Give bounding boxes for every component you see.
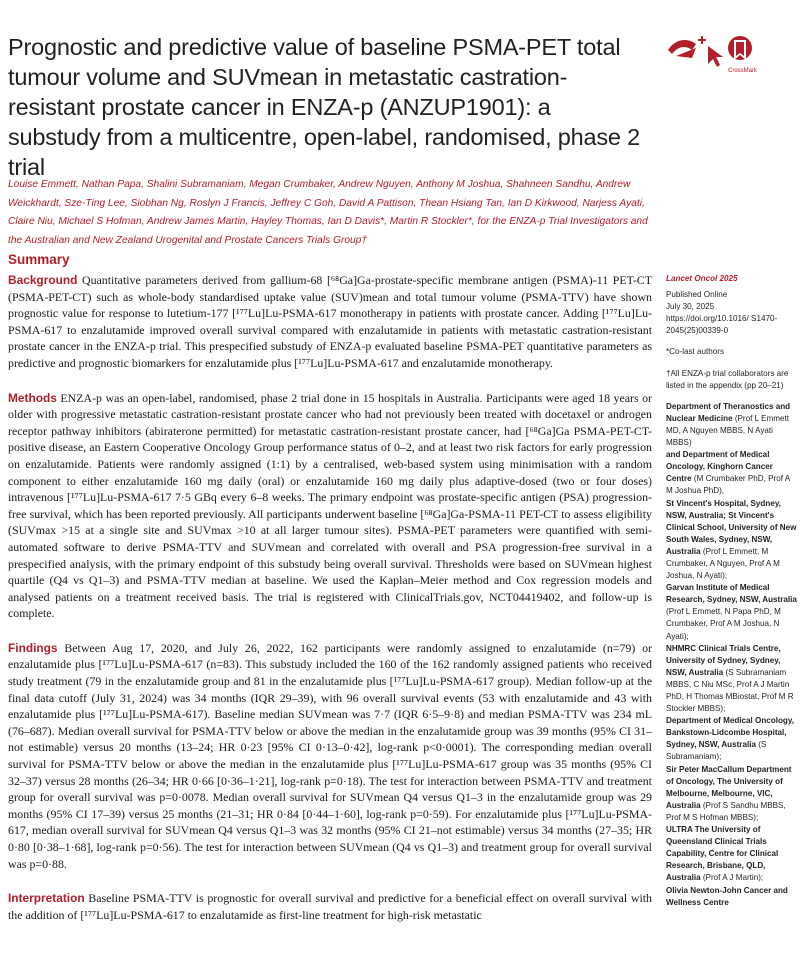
background-paragraph	[8, 272, 652, 372]
findings-text: Between Aug 17, 2020, and July 26, 2022, 162 participants were randomly assigned to enzalutamide (n=79) or enzalutamide plus [¹⁷⁷Lu]Lu-PSMA-617 (n=83). This substudy included the 160 of the 162 randomly assigned patients who received study treatment (79 in the enzalutamide group and 81 in the enzalutamide plus [¹⁷⁷Lu]Lu-PSMA-617 group). Median follow-up at the final data cutoff (July 31, 2024) was 34 months (IQR 29–39), with 96 overall survival events (53 with enzalutamide and 43 with enzalutamide plus [¹⁷⁷Lu]Lu-PSMA-617). Baseline median SUVmean was 7·7 (IQR 6·5–9·8) and median PSMA-TTV was 234 mL (76–687). Median overall survival for PSMA-TTV below or above the median in the enzalutamide group was 39 months (95% CI 31–not estimable) versus 20 months (13–24; HR 0·23 [95% CI 0·13–0·42], log-rank p<0·0001). The corresponding median overall survival for PSMA-TTV below or above the median in the enzalutamide plus [¹⁷⁷Lu]Lu-PSMA-617 group was 35 months (95% CI 32–37) versus 28 months (26–34; HR 0·66 [0·36–1·21], log-rank p=0·18). The test for interaction between PSMA-TTV and treatment group for overall survival was p=0·0078. Median overall survival for SUVmean Q4 versus Q1–3 in the enzalutamide group was 29 months (95% CI 17–39) versus 25 months (21–31; HR 0·84 [0·44–1·60], log-rank p=0·59). For enzalutamide plus [¹⁷⁷Lu]Lu-PSMA-617, median overall survival for SUVmean Q4 versus Q1–3 was 32 months (95% CI 21–not estimable) versus 34 months (27–35; HR 0·80 [0·38–1·68], log-rank p=0·56). The test for interaction between SUVmean (Q4 vs Q1–3) and treatment group for overall survival was p=0·88.	[8, 640, 652, 871]
affiliation-item: Sir Peter MacCallum Department of Oncology, The University of Melbourne, Melbourne, VIC, Australia (Prof S Sandhu MBBS, Prof M S Hofman MBBS);	[666, 764, 792, 822]
affiliation-item: Garvan Institute of Medical Research, Sydney, NSW, Australia (Prof L Emmett, N Papa PhD, M Crumbaker, Prof A M Joshua, N Ayati);	[666, 583, 797, 641]
affiliations	[666, 401, 798, 909]
affiliation-item: and Department of Medical Oncology, Kinghorn Cancer Centre (M Crumbaker PhD, Prof A M Joshua PhD),	[666, 450, 790, 496]
crossmark-logo[interactable]	[662, 30, 782, 76]
article-title: Prognostic and predictive value of baseline PSMA-PET total tumour volume and SUVmean in metastatic castration-resistant prostate cancer in ENZA-p (ANZUP1901): a substudy from a multicentre, open-label, randomised, phase 2 trial	[8, 34, 640, 180]
affiliation-item: Department of Medical Oncology, Bankstown-Lidcombe Hospital, Sydney, NSW, Australia (S Subramaniam);	[666, 716, 795, 762]
co-last-note: *Co-last authors	[666, 347, 725, 357]
doi-link[interactable]: https://doi.org/10.1016/ S1470-2045(25)00339-0	[666, 314, 778, 336]
affiliation-item: NHMRC Clinical Trials Centre, University of Sydney, Sydney, NSW, Australia (S Subramaniam MBBS, C Niu MSc, Prof A J Martin PhD, H Thomas MBiostat, Prof M R Stockler MBBS);	[666, 643, 794, 714]
publication-date: July 30, 2025	[666, 302, 715, 312]
affiliation-item: Olivia Newton-John Cancer and Wellness Centre	[666, 885, 788, 907]
published-online: Published Online	[666, 290, 728, 300]
affiliation-item: St Vincent's Hospital, Sydney, NSW, Australia; St Vincent's Clinical School, University of New South Wales, Sydney, NSW, Australia (Prof L Emmett, M Crumbaker, A Nguyen, Prof A M Joshua, N Ayati);	[666, 498, 797, 581]
abstract-body	[8, 272, 652, 923]
author-list: Louise Emmett, Nathan Papa, Shalini Subramaniam, Megan Crumbaker, Andrew Nguyen, Anthony M Joshua, Shahneen Sandhu, Andrew Weickhardt, Sze-Ting Lee, Siobhan Ng, Roslyn J Francis, Jeffrey C Goh, David A Pattison, Thean Hsiang Tan, Ian D Kirkwood, Narjess Ayati, Claire Niu, Michael S Hofman, Andrew James Martin, Hayley Thomas, Ian D Davis*, Martin R Stockler*, for the ENZA-p Trial Investigators and the Australian and New Zealand Urogenital and Prostate Cancers Trials Group†	[8, 179, 648, 246]
interpretation-label: Interpretation	[8, 891, 85, 906]
background-label: Background	[8, 273, 78, 287]
crossmark-label: CrossMark	[728, 68, 758, 74]
methods-label: Methods	[8, 390, 57, 405]
collaborators-note: †All ENZA-p trial collaborators are listed in the appendix (pp 20–21)	[666, 368, 789, 390]
interpretation-text: Baseline PSMA-TTV is prognostic for overall survival and predictive for a beneficial effect on overall survival with the addition of [¹⁷⁷Lu]Lu-PSMA-617 to enzalutamide as first-line treatment for high-risk metastatic	[8, 891, 652, 922]
methods-paragraph	[8, 390, 652, 622]
affiliation-item: ULTRA The University of Queensland Clinical Trials Capability, Centre for Clinical Research, Brisbane, QLD, Australia (Prof A J Martin);	[666, 825, 779, 883]
interpretation-paragraph	[8, 890, 652, 923]
findings-paragraph	[8, 640, 652, 872]
crossmark-icon	[662, 30, 782, 76]
methods-text: ENZA-p was an open-label, randomised, phase 2 trial done in 15 hospitals in Australia. Participants were aged 18 years or older with progressive metastatic castration-resistant prostate cancer who had not previously been treated with docetaxel or androgen receptor pathway inhibitors (abiraterone permitted) for metastatic castration-resistant prostate cancer, had [⁶⁸Ga]Ga PSMA-PET-CT-positive disease, an Eastern Cooperative Oncology Group performance status of 0–2, and at least two risk factors for early progression on enzalutamide. Patients were randomly assigned (1:1) by a centralised, web-based system using minimisation with a random component to either enzalutamide 160 mg daily (oral) or enzalutamide 160 mg daily plus adaptive-dosed (two or four doses) intravenous [¹⁷⁷Lu]Lu-PSMA-617 7·5 GBq every 6–8 weeks. The primary endpoint was prostate-specific antigen (PSA) progression-free survival, which has been reported previously. All participants underwent baseline [⁶⁸Ga]Ga-PSMA-11 PET-CT to assess eligibility (SUVmax >15 at a single site and SUVmax >10 at all larger tumour sites). PSMA-PET parameters were quantified with semi-automated software to derive PSMA-TTV and SUVmean and correlated with overall and PSA progression-free survival in a prespecified analysis, with the primary endpoint of this substudy being overall survival. Thresholds were based on SUVmean highest quartile (Q4 vs Q1–3) and PSMA-TTV median at baseline. We used the Kaplan–Meier method and Cox regression models and analysed patients on a treatment received basis. The trial is registered with ClinicalTrials.gov, NCT04419402, and follow-up is complete.	[8, 390, 652, 621]
sidebar	[666, 273, 798, 909]
findings-label: Findings	[8, 640, 58, 655]
affiliation-item: Department of Theranostics and Nuclear Medicine (Prof L Emmett MD, A Nguyen MBBS, N Ayati MBBS)	[666, 401, 791, 448]
summary-heading: Summary	[8, 252, 70, 267]
background-text: Quantitative parameters derived from gallium-68 [⁶⁸Ga]Ga-prostate-specific membrane antigen (PSMA)-11 PET-CT (PSMA-PET-CT) such as whole-body standardised uptake value (SUV)mean and total tumour volume (PSMA-TTV) have shown prognostic value for response to lutetium-177 [¹⁷⁷Lu]Lu-PSMA-617 monotherapy in patients with prostate cancer. Adding [¹⁷⁷Lu]Lu-PSMA-617 to enzalutamide improved overall survival compared with enzalutamide in patients with metastatic castration-resistant prostate cancer in the ENZA-p trial. This prespecified substudy of ENZA-p evaluated baseline PSMA-PET quantitative parameters as predictive and prognostic biomarkers for enzalutamide plus [¹⁷⁷Lu]Lu-PSMA-617 and enzalutamide monotherapy.	[8, 273, 652, 370]
journal-citation: Lancet Oncol 2025	[666, 274, 738, 283]
